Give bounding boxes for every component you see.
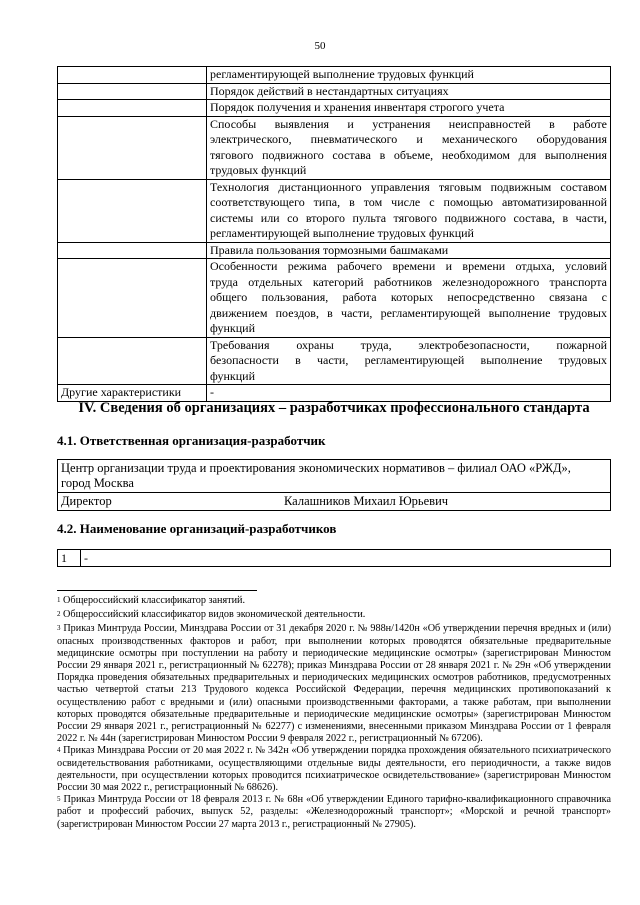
- director-row: [58, 493, 611, 511]
- requirement-text-line: общего пользования, работа которых непосредственно связана с: [210, 290, 607, 304]
- requirement-text-line: безопасности в части, регламентирующей выполнение трудовых: [210, 353, 607, 367]
- developers-table: [57, 549, 611, 567]
- characteristic-label-cell: [58, 67, 207, 84]
- requirement-text-line: Особенности режима рабочего времени и времени отдыха, условий: [210, 259, 607, 273]
- director-name: Калашников Михаил Юрьевич: [284, 494, 449, 508]
- characteristic-label-cell: Другие характеристики: [58, 385, 207, 402]
- footnote-2: [57, 609, 611, 621]
- requirements-row: [58, 179, 611, 242]
- requirements-row: [58, 67, 611, 84]
- footnote-1: [57, 595, 611, 607]
- characteristic-label-cell: [58, 242, 207, 259]
- footnote-text: Приказ Минтруда России, Минздрава России от 31 декабря 2020 г. № 988н/1420н «Об утверждении перечня вредных и (или) опасных производственных факторов и работ, при выполнении которых проводятся обязательные предварительные медицинские осмотры при поступлении на работу и периодические медицинские осмотры» (зарегистрирован Минюстом России 29 января 2021 г., регистрационный № 62278); приказ Минздрава России от 28 января 2021 г. № 29н «Об утверждении Порядка проведения обязательных предварительных и периодических медицинских осмотров работников, предусмотренных частью четвертой статьи 213 Трудового кодекса Российской Федерации, перечня медицинских противопоказаний к осуществлению работ с вредными и (или) опасными производственными факторами, а также работам, при выполнении которых проводятся обязательные предварительные и периодические медицинские осмотры» (зарегистрирован Минюстом России 29 января 2021 г., регистрационный № 62277) с изменениями, внесенными приказом Минздрава России от 1 февраля 2022 г. № 44н (зарегистрирован Минюстом России 9 февраля 2022 г., регистрационный № 67206).: [57, 623, 611, 745]
- requirement-text-cell: [207, 179, 611, 242]
- requirement-text-line: регламентирующей выполнение трудовых функций: [210, 226, 474, 240]
- requirements-table: [57, 66, 611, 402]
- requirement-text-line: тягового подвижного состава в объеме, необходимом для выполнения: [210, 147, 607, 162]
- footnote-mark: 3: [57, 624, 61, 633]
- developer-number: 1: [58, 550, 81, 567]
- footnote-mark: 2: [57, 610, 61, 619]
- subsection-4-2-title: 4.2. Наименование организаций-разработчиков: [57, 521, 337, 536]
- requirement-text-line: Правила пользования тормозными башмаками: [210, 242, 449, 257]
- requirements-row: [58, 385, 611, 402]
- requirement-text-line: Порядок действий в нестандартных ситуациях: [210, 83, 449, 98]
- footnote-4: [57, 745, 611, 794]
- requirements-row: [58, 100, 611, 117]
- requirement-text-line: труда отдельных категорий работников железнодорожного транспорта: [210, 274, 607, 289]
- requirement-text-line: трудовых функций: [210, 163, 307, 177]
- requirement-text-cell: [207, 100, 611, 117]
- organization-name-cell: [58, 460, 611, 493]
- developer-row: [58, 550, 611, 567]
- requirement-text-line: регламентирующей выполнение трудовых функций: [210, 67, 474, 81]
- characteristic-label-cell: [58, 337, 207, 385]
- characteristic-label-cell: [58, 100, 207, 117]
- page-number: 50: [314, 40, 326, 52]
- requirements-row: [58, 83, 611, 100]
- requirement-text-cell: [207, 83, 611, 100]
- requirement-text-line: Требования охраны труда, электробезопасности, пожарной: [210, 337, 607, 352]
- requirement-text-line: Порядок получения и хранения инвентаря строгого учета: [210, 100, 505, 114]
- organization-name-line1: Центр организации труда и проектирования экономических нормативов – филиал ОАО «РЖД»,: [61, 461, 571, 475]
- requirement-text-cell: [207, 116, 611, 179]
- footnote-3: [57, 623, 611, 745]
- requirement-text-line: соответствующего типа, в том числе с помощью автоматизированной: [210, 195, 607, 209]
- footnote-mark: 1: [57, 596, 61, 604]
- requirement-text-cell: [207, 67, 611, 84]
- requirement-text-cell: [207, 242, 611, 259]
- characteristic-label-cell: [58, 83, 207, 100]
- footnote-text: Общероссийский классификатор занятий.: [63, 595, 246, 606]
- requirements-row: [58, 337, 611, 385]
- requirement-text-line: Способы выявления и устранения неисправностей в работе: [210, 116, 607, 131]
- footnote-text: Приказ Минздрава России от 20 мая 2022 г. № 342н «Об утверждении порядка прохождения обязательного психиатрического освидетельствования работниками, осуществляющими отдельные виды деятельности, его периодичности, а также видов деятельности, при осуществлении которых проводится психиатрическое освидетельствование» (зарегистрирован Минюстом России 30 мая 2022 г., регистрационный № 68626).: [57, 745, 611, 794]
- characteristic-label-cell: [58, 116, 207, 179]
- requirement-text-line: системы или со второго пульта тягового подвижного состава, в части,: [210, 210, 607, 225]
- footnote-mark: 5: [57, 795, 61, 804]
- requirements-row: [58, 242, 611, 259]
- requirement-text-line: -: [210, 385, 214, 399]
- requirements-row: [58, 116, 611, 179]
- requirement-text-line: движением поездов, в части, регламентирующей выполнение трудовых: [210, 305, 607, 320]
- footnote-mark: 4: [57, 746, 61, 755]
- requirement-text-line: электрического, пневматического и механического оборудования: [210, 132, 607, 146]
- director-position: Директор: [61, 494, 112, 508]
- footnote-5: [57, 794, 611, 831]
- requirement-text-cell: [207, 337, 611, 385]
- section-4-title: IV. Сведения об организациях – разработчиках профессионального стандарта: [78, 400, 590, 416]
- footnotes: [57, 595, 611, 831]
- subsection-4-1-title: 4.1. Ответственная организация-разработчик: [57, 433, 326, 448]
- organization-name-line2: город Москва: [61, 476, 134, 490]
- footnote-separator: [57, 590, 257, 591]
- requirement-text-line: Технология дистанционного управления тяговым подвижным составом: [210, 179, 607, 194]
- responsible-organization-table: [57, 459, 611, 511]
- characteristic-label-cell: [58, 179, 207, 242]
- requirement-text-cell: [207, 259, 611, 338]
- footnote-text: Приказ Минтруда России от 18 февраля 2013 г. № 68н «Об утверждении Единого тарифно-квалификационного справочника работ и профессий рабочих, выпуск 52, разделы: «Железнодорожный транспорт»; «Морской и речной транспорт» (зарегистрирован Минюстом России 27 марта 2013 г., регистрационный № 27905).: [57, 794, 611, 830]
- requirements-row: [58, 259, 611, 338]
- developer-name: -: [81, 550, 611, 567]
- requirement-text-line: функций: [210, 321, 255, 335]
- footnote-text: Общероссийский классификатор видов экономической деятельности.: [63, 609, 366, 621]
- requirement-text-line: функций: [210, 368, 255, 383]
- requirement-text-cell: [207, 385, 611, 402]
- characteristic-label-cell: [58, 259, 207, 338]
